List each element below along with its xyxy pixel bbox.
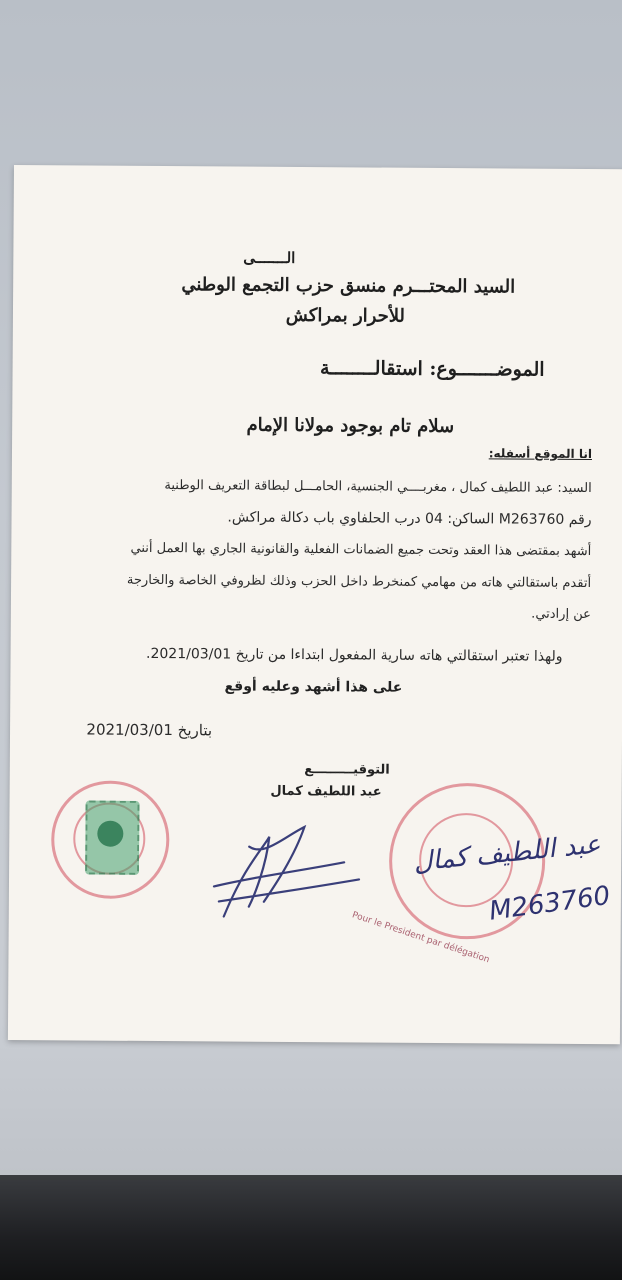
signer-name: عبد اللطيف كمال (270, 783, 382, 800)
body-line-3: أشهد بمقتضى هذا العقد وتحت جميع الضمانات الفعلية والقانونية الجاري بها العمل أنني (130, 540, 592, 560)
background-fabric (0, 1175, 622, 1280)
greeting: سلام تام بوجود مولانا الإمام (246, 414, 455, 438)
salutation-top: الـــــــى (243, 248, 296, 267)
body-line-4: أتقدم باستقالتي هاته من مهامي كمنخرط داخل الحزب وذلك لظروفي الخاصة والخارجة (126, 572, 592, 592)
handwritten-id: M263760 (487, 880, 612, 927)
body-line-1: السيد: عبد اللطيف كمال ، مغربــــي الجنسية، الحامـــل لبطاقة التعريف الوطنية (164, 478, 592, 497)
body-line-6: ولهذا تعتبر استقالتي هاته سارية المفعول ابتداءا من تاريخ 2021/03/01. (145, 645, 563, 665)
handwritten-name: عبد اللطيف كمال (412, 829, 603, 878)
body-line-5: عن إرادتي. (531, 606, 591, 623)
letter-page (8, 165, 622, 1044)
signature-label: التوقيـــــــــع (304, 762, 390, 778)
subject-line: الموضـــــــوع: استقالــــــــة (319, 357, 545, 381)
handwritten-signature (194, 806, 375, 937)
recipient-line-1: السيد المحتـــرم منسق حزب التجمع الوطني (181, 274, 516, 298)
stamp-text: Pour le President par délégation (350, 910, 491, 966)
recipient-line-2: للأحرار بمراكش (285, 304, 406, 327)
closing-line: على هذا أشهد وعليه أوقع (224, 678, 403, 696)
left-official-stamp (51, 780, 170, 899)
date-line: بتاريخ 2021/03/01 (86, 720, 213, 740)
emblem-icon (97, 821, 123, 847)
intro-line: انا الموقع أسفله: (488, 446, 593, 462)
body-line-2: رقم M263760 الساكن: 04 درب الحلفاوي باب دكالة مراكش. (227, 509, 592, 529)
